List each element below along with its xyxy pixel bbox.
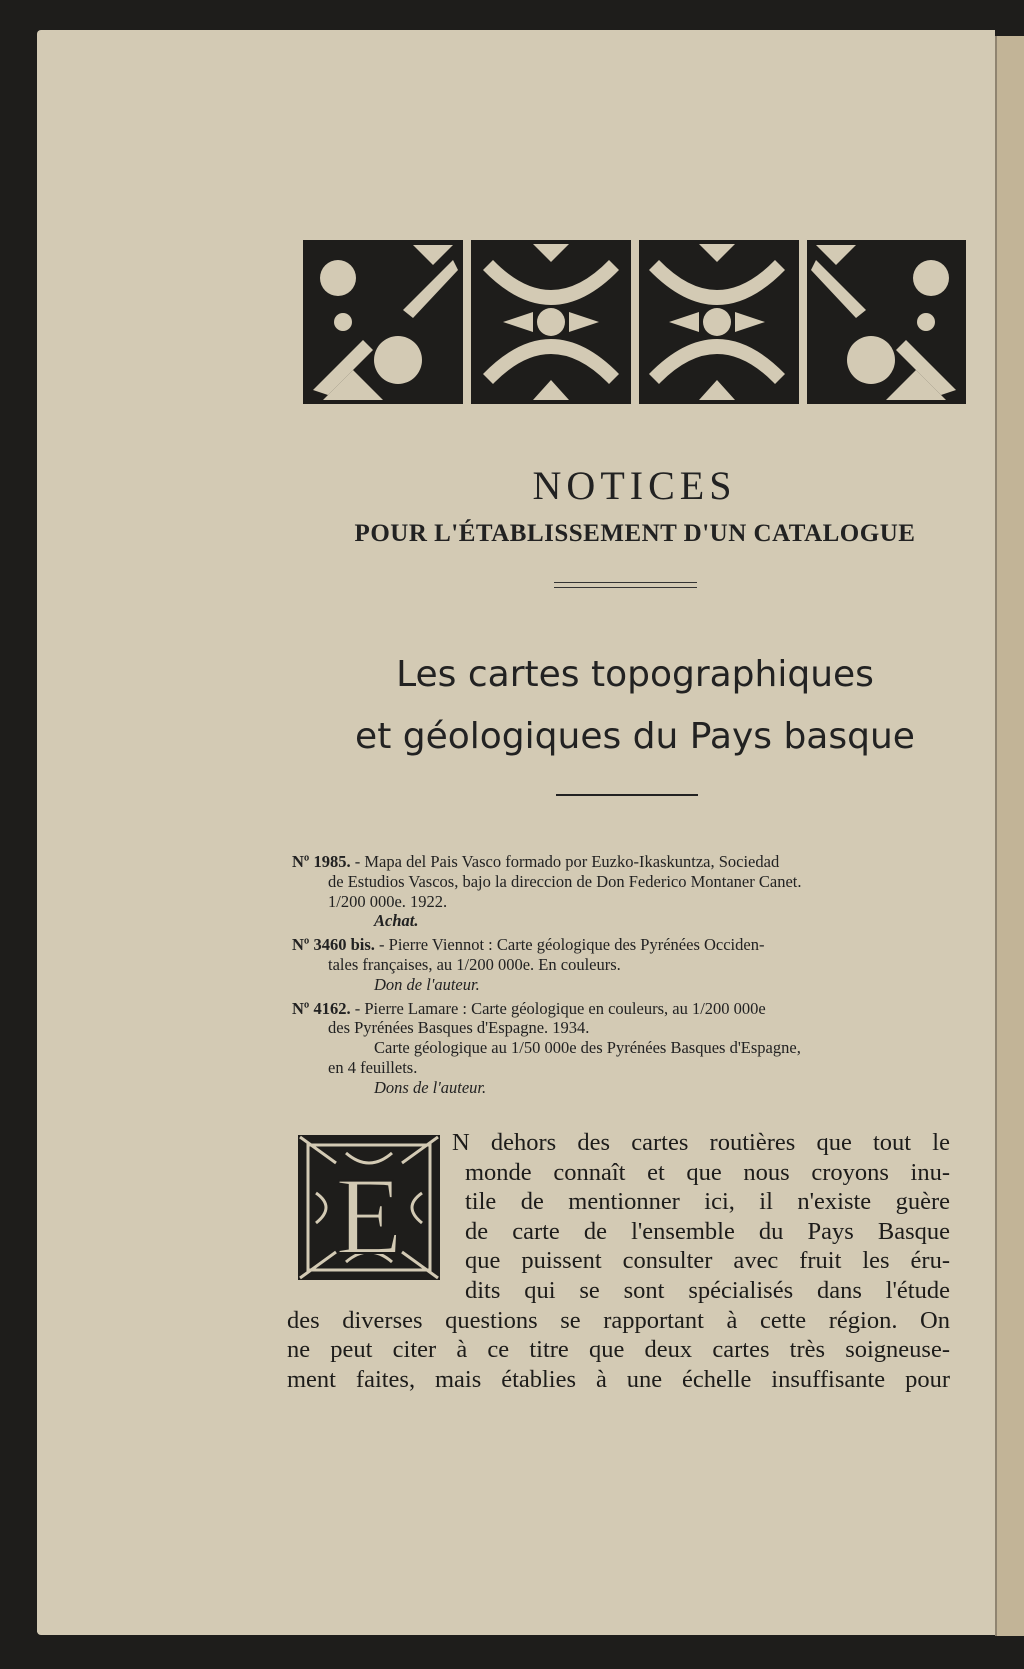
entry-number: Nº 1985. [292, 852, 351, 871]
section-heading: NOTICES [532, 463, 737, 508]
body-line: de carte de l'ensemble du Pays Basque [465, 1217, 950, 1245]
entry-text: - Pierre Lamare : Carte géologique en couleurs, au 1/200 000e [354, 998, 766, 1018]
facing-page-edge [995, 36, 1024, 1636]
body-line: ment faites, mais établies à une échelle insuffisante pour [287, 1365, 950, 1393]
body-line: tile de mentionner ici, il n'existe guère [465, 1188, 950, 1216]
entry-provenance: Don de l'auteur. [374, 974, 480, 994]
catalogue-entry [292, 999, 957, 1098]
entry-number: Nº 3460 bis. [292, 935, 375, 955]
entry-text: 1/200 000e. 1922. [328, 891, 448, 911]
svg-text:E: E [335, 1155, 403, 1277]
article-title-line-1: Les cartes topographiques [396, 654, 874, 695]
entry-text: - Mapa del Pais Vasco formado por Euzko-Ikaskuntza, Sociedad [354, 852, 780, 871]
body-line: dits qui se sont spécialisés dans l'étude [465, 1276, 950, 1304]
body-line: que puissent consulter avec fruit les éru- [465, 1247, 950, 1275]
entry-text: de Estudios Vascos, bajo la direccion de Don Federico Montaner Canet. [328, 871, 802, 891]
entry-text: Carte géologique au 1/50 000e des Pyrénées Basques d'Espagne, [374, 1038, 801, 1058]
entry-provenance: Achat. [374, 911, 419, 931]
entry-text: - Pierre Viennot : Carte géologique des Pyrénées Occiden- [379, 935, 765, 955]
body-line: ne peut citer à ce titre que deux cartes très soigneuse- [287, 1336, 950, 1364]
section-subheading: POUR L'ÉTABLISSEMENT D'UN CATALOGUE [354, 520, 916, 547]
body-line: N dehors des cartes routières que tout le [452, 1129, 950, 1156]
body-paragraph [287, 1128, 950, 1394]
entry-text: des Pyrénées Basques d'Espagne. 1934. [328, 1018, 590, 1038]
catalogue-entry [292, 852, 957, 931]
body-line: monde connaît et que nous croyons inu- [465, 1158, 950, 1186]
decorative-ornament-banner [303, 240, 966, 404]
article-title-line-2: et géologiques du Pays basque [355, 716, 915, 757]
body-line: des diverses questions se rapportant à cette région. On [287, 1306, 950, 1334]
catalogue-entry [292, 935, 957, 994]
entry-provenance: Dons de l'auteur. [374, 1077, 487, 1097]
catalogue-entries [292, 852, 957, 1102]
entry-number: Nº 4162. [292, 998, 351, 1018]
entry-text: en 4 feuillets. [328, 1057, 418, 1077]
double-rule-divider [554, 582, 697, 588]
entry-text: tales françaises, au 1/200 000e. En couleurs. [328, 954, 621, 974]
rule-divider [556, 794, 698, 796]
